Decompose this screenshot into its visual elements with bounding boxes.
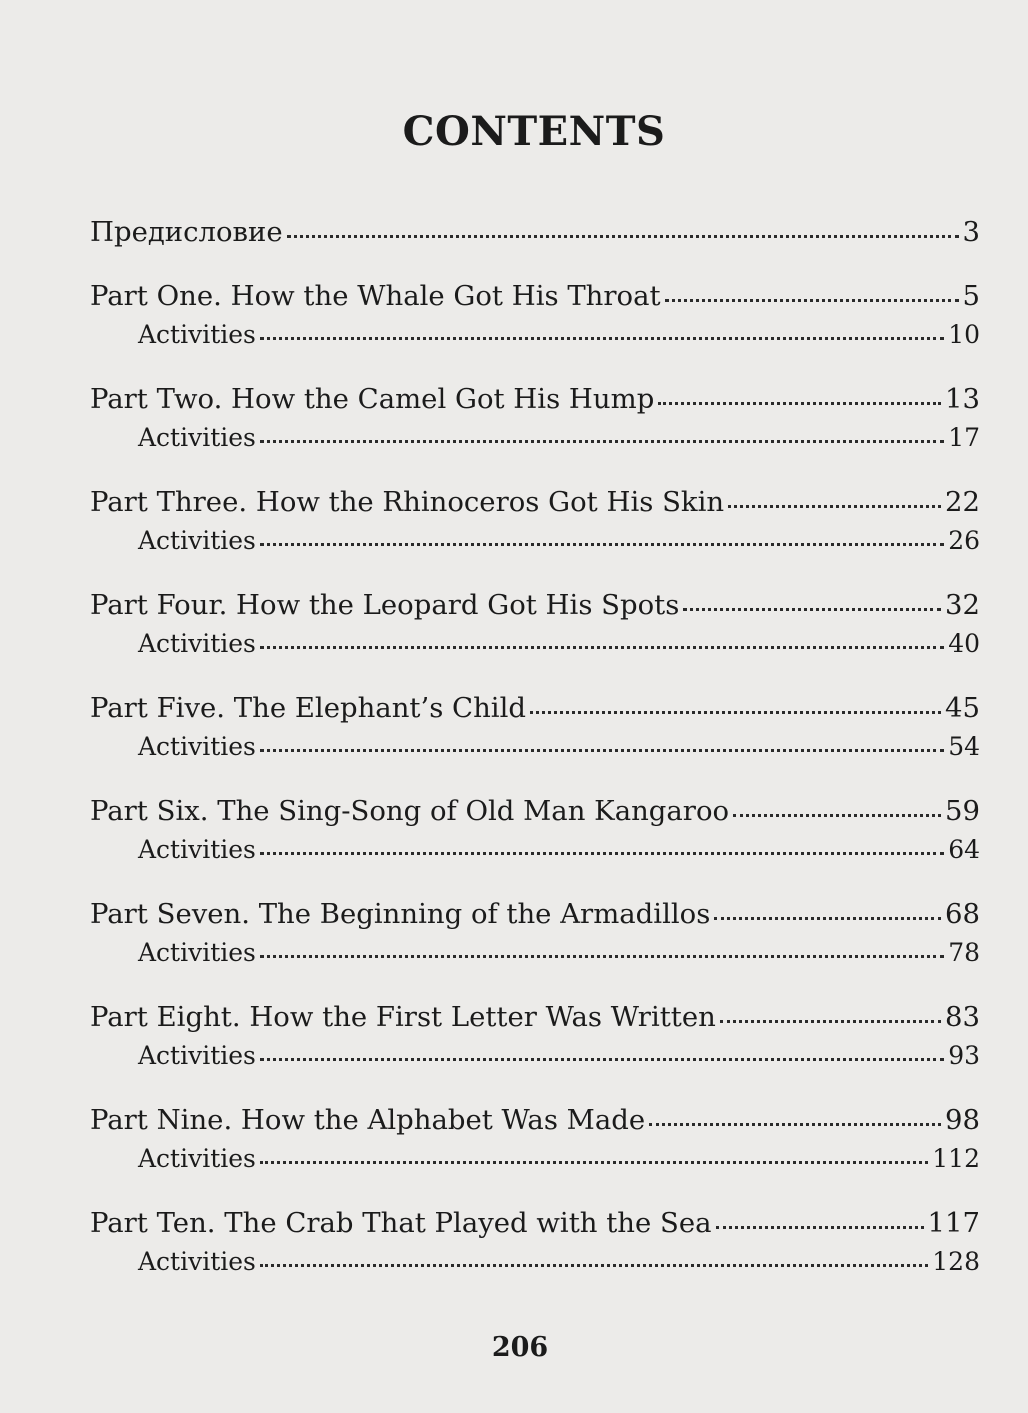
toc-page-number: 26 bbox=[948, 526, 980, 555]
toc-entry-title: Part Nine. How the Alphabet Was Made bbox=[90, 1104, 646, 1136]
dot-leader bbox=[530, 710, 941, 714]
toc-entry-part-four bbox=[90, 585, 980, 688]
toc-subentry-title: Activities bbox=[138, 1247, 256, 1276]
toc-subentry-title: Activities bbox=[138, 835, 256, 864]
dot-leader bbox=[260, 954, 944, 958]
table-of-contents bbox=[90, 212, 980, 1306]
toc-page-number: 3 bbox=[962, 216, 980, 248]
toc-subrow-activities[interactable] bbox=[90, 419, 980, 457]
toc-entry-title: Part Two. How the Camel Got His Hump bbox=[90, 383, 655, 415]
toc-row[interactable] bbox=[90, 379, 980, 419]
toc-row[interactable] bbox=[90, 688, 980, 728]
toc-entry-part-two bbox=[90, 379, 980, 482]
toc-subrow-activities[interactable] bbox=[90, 625, 980, 663]
toc-page-number: 5 bbox=[962, 280, 980, 312]
toc-page-number: 32 bbox=[945, 589, 980, 621]
toc-entry-title: Part Six. The Sing-Song of Old Man Kangaroo bbox=[90, 795, 730, 827]
dot-leader bbox=[260, 748, 944, 752]
toc-entry-part-one bbox=[90, 276, 980, 379]
toc-page-number: 112 bbox=[932, 1144, 980, 1173]
dot-leader bbox=[716, 1225, 924, 1229]
dot-leader bbox=[720, 1019, 941, 1023]
toc-page-number: 10 bbox=[948, 320, 980, 349]
toc-page-number: 117 bbox=[927, 1207, 980, 1239]
toc-page-number: 83 bbox=[945, 1001, 980, 1033]
toc-entry-title: Part Three. How the Rhinoceros Got His Skin bbox=[90, 486, 725, 518]
dot-leader bbox=[260, 1160, 928, 1164]
toc-subentry-title: Activities bbox=[138, 526, 256, 555]
toc-subentry-title: Activities bbox=[138, 938, 256, 967]
toc-page-number: 59 bbox=[945, 795, 980, 827]
toc-page-number: 13 bbox=[945, 383, 980, 415]
toc-page-number: 78 bbox=[948, 938, 980, 967]
toc-subentry-title: Activities bbox=[138, 629, 256, 658]
toc-page-number: 54 bbox=[948, 732, 980, 761]
dot-leader bbox=[733, 813, 941, 817]
dot-leader bbox=[665, 298, 959, 302]
dot-leader bbox=[728, 504, 941, 508]
dot-leader bbox=[683, 607, 941, 611]
dot-leader bbox=[287, 234, 959, 238]
toc-entry-preface bbox=[90, 212, 980, 276]
toc-page-number: 22 bbox=[945, 486, 980, 518]
toc-page-number: 128 bbox=[932, 1247, 980, 1276]
dot-leader bbox=[260, 336, 944, 340]
toc-entry-part-seven bbox=[90, 894, 980, 997]
dot-leader bbox=[260, 1057, 944, 1061]
toc-page-number: 17 bbox=[948, 423, 980, 452]
toc-subrow-activities[interactable] bbox=[90, 1243, 980, 1281]
toc-row[interactable] bbox=[90, 997, 980, 1037]
toc-entry-title: Part Five. The Elephant’s Child bbox=[90, 692, 526, 724]
dot-leader bbox=[649, 1122, 941, 1126]
toc-subrow-activities[interactable] bbox=[90, 1037, 980, 1075]
toc-subrow-activities[interactable] bbox=[90, 831, 980, 869]
dot-leader bbox=[714, 916, 941, 920]
dot-leader bbox=[260, 851, 944, 855]
toc-row[interactable] bbox=[90, 276, 980, 316]
toc-row[interactable] bbox=[90, 894, 980, 934]
toc-entry-part-nine bbox=[90, 1100, 980, 1203]
toc-subentry-title: Activities bbox=[138, 1041, 256, 1070]
toc-entry-part-ten bbox=[90, 1203, 980, 1306]
toc-subrow-activities[interactable] bbox=[90, 316, 980, 354]
toc-page-number: 64 bbox=[948, 835, 980, 864]
dot-leader bbox=[658, 401, 941, 405]
toc-page-number: 45 bbox=[945, 692, 980, 724]
dot-leader bbox=[260, 1263, 928, 1267]
dot-leader bbox=[260, 439, 944, 443]
toc-entry-title: Part One. How the Whale Got His Throat bbox=[90, 280, 661, 312]
toc-row[interactable] bbox=[90, 212, 980, 252]
toc-entry-title: Part Four. How the Leopard Got His Spots bbox=[90, 589, 680, 621]
toc-row[interactable] bbox=[90, 791, 980, 831]
toc-subentry-title: Activities bbox=[138, 320, 256, 349]
toc-entry-title: Предисловие bbox=[90, 216, 283, 248]
toc-page-number: 93 bbox=[948, 1041, 980, 1070]
toc-subentry-title: Activities bbox=[138, 732, 256, 761]
toc-subrow-activities[interactable] bbox=[90, 728, 980, 766]
toc-entry-title: Part Ten. The Crab That Played with the Sea bbox=[90, 1207, 712, 1239]
toc-subentry-title: Activities bbox=[138, 1144, 256, 1173]
toc-entry-part-three bbox=[90, 482, 980, 585]
page-title: CONTENTS bbox=[402, 108, 666, 155]
toc-row[interactable] bbox=[90, 585, 980, 625]
toc-subentry-title: Activities bbox=[138, 423, 256, 452]
toc-page-number: 68 bbox=[945, 898, 980, 930]
page-number: 206 bbox=[491, 1332, 549, 1363]
toc-entry-part-six bbox=[90, 791, 980, 894]
toc-entry-title: Part Seven. The Beginning of the Armadillos bbox=[90, 898, 711, 930]
toc-page-number: 98 bbox=[945, 1104, 980, 1136]
dot-leader bbox=[260, 645, 944, 649]
toc-entry-part-eight bbox=[90, 997, 980, 1100]
toc-row[interactable] bbox=[90, 1203, 980, 1243]
toc-subrow-activities[interactable] bbox=[90, 522, 980, 560]
toc-entry-part-five bbox=[90, 688, 980, 791]
dot-leader bbox=[260, 542, 944, 546]
toc-row[interactable] bbox=[90, 482, 980, 522]
toc-entry-title: Part Eight. How the First Letter Was Written bbox=[90, 1001, 716, 1033]
toc-subrow-activities[interactable] bbox=[90, 1140, 980, 1178]
toc-page-number: 40 bbox=[948, 629, 980, 658]
toc-subrow-activities[interactable] bbox=[90, 934, 980, 972]
toc-row[interactable] bbox=[90, 1100, 980, 1140]
